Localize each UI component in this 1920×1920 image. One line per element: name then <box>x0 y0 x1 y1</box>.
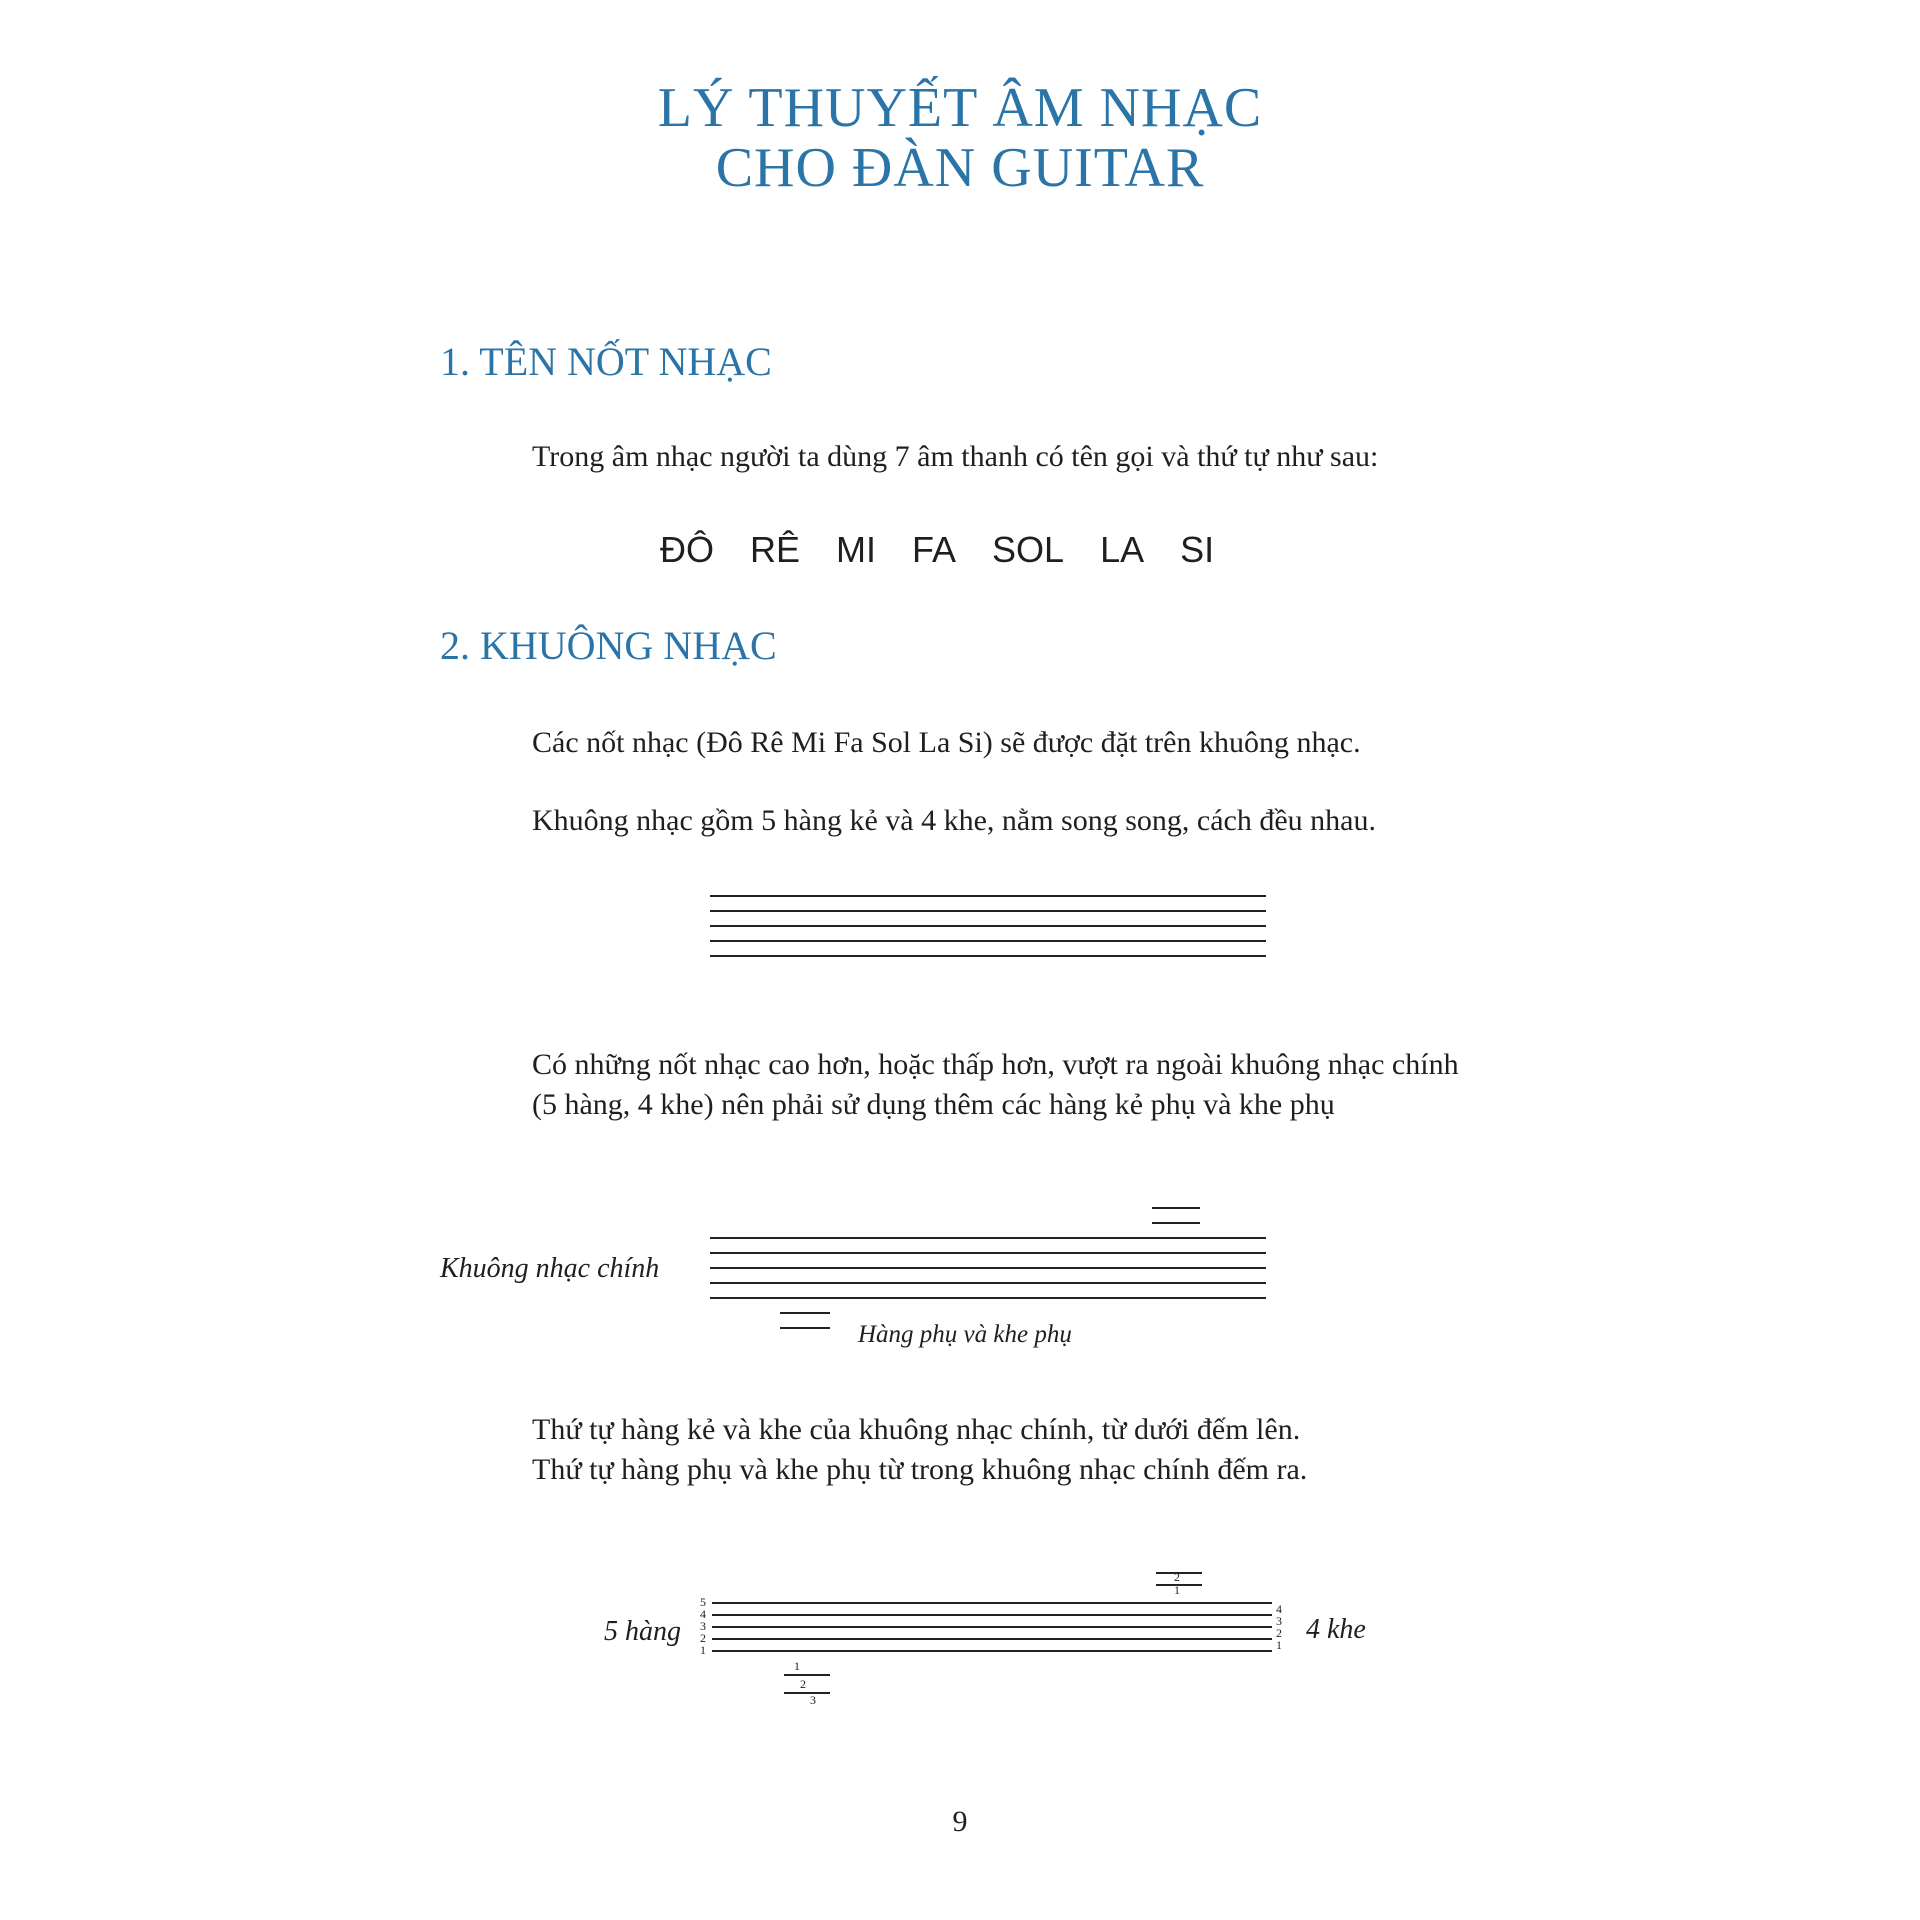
lower-ledger-line <box>784 1674 830 1676</box>
staff-line <box>710 940 1266 942</box>
staff-line <box>712 1626 1272 1628</box>
label-main-staff: Khuông nhạc chính <box>440 1253 660 1284</box>
staff-line <box>710 895 1266 897</box>
page-title-line-2: CHO ĐÀN GUITAR <box>715 137 1205 199</box>
section-2-para-2: Khuông nhạc gồm 5 hàng kẻ và 4 khe, nằm song song, cách đều nhau. <box>532 804 1376 837</box>
space-number: 4 <box>1276 1602 1282 1616</box>
staff-diagram-basic <box>710 895 1266 965</box>
staff-diagram-ledger <box>710 1205 1266 1335</box>
section-2-heading: 2. KHUÔNG NHẠC <box>440 623 777 668</box>
staff-line <box>710 1297 1266 1299</box>
note-fa: FA <box>912 529 957 570</box>
line-number: 3 <box>700 1619 706 1633</box>
note-sol: SOL <box>992 529 1065 570</box>
note-mi: MI <box>836 529 877 570</box>
label-ledger: Hàng phụ và khe phụ <box>858 1321 1072 1348</box>
label-four-spaces: 4 khe <box>1306 1614 1366 1645</box>
staff-line <box>710 910 1266 912</box>
lower-ledger-number: 3 <box>810 1693 816 1707</box>
section-2-para-1: Các nốt nhạc (Đô Rê Mi Fa Sol La Si) sẽ được đặt trên khuông nhạc. <box>532 726 1361 759</box>
staff-line <box>710 1282 1266 1284</box>
page-title-line-1: LÝ THUYẾT ÂM NHẠC <box>657 77 1263 139</box>
staff-line <box>712 1638 1272 1640</box>
upper-ledger-number: 2 <box>1174 1570 1180 1584</box>
staff-diagram-numbered <box>700 1570 1280 1720</box>
note-la: LA <box>1100 529 1145 570</box>
section-2-para-4-line-1: Thứ tự hàng kẻ và khe của khuông nhạc chính, từ dưới đếm lên. <box>532 1413 1301 1446</box>
section-1-heading: 1. TÊN NỐT NHẠC <box>440 339 772 384</box>
line-number: 4 <box>700 1607 706 1621</box>
page-number: 9 <box>952 1805 968 1838</box>
staff-line <box>712 1614 1272 1616</box>
lower-ledger-number: 1 <box>794 1659 800 1673</box>
lower-ledger-line <box>780 1327 830 1329</box>
staff-line <box>710 925 1266 927</box>
space-number: 2 <box>1276 1626 1282 1640</box>
lower-ledger-line <box>780 1312 830 1314</box>
space-number: 1 <box>1276 1638 1282 1652</box>
space-number: 3 <box>1276 1614 1282 1628</box>
staff-line <box>712 1650 1272 1652</box>
lower-ledger-line <box>784 1692 830 1694</box>
upper-ledger-line <box>1152 1222 1200 1224</box>
line-number: 5 <box>700 1595 706 1609</box>
section-2-para-3-line-1: Có những nốt nhạc cao hơn, hoặc thấp hơn, vượt ra ngoài khuông nhạc chính <box>532 1048 1459 1081</box>
upper-ledger-line <box>1152 1207 1200 1209</box>
staff-line <box>710 955 1266 957</box>
staff-line <box>710 1267 1266 1269</box>
upper-ledger-number: 1 <box>1174 1583 1180 1597</box>
note-names <box>660 529 1215 570</box>
line-number: 2 <box>700 1631 706 1645</box>
staff-line <box>710 1252 1266 1254</box>
label-five-lines: 5 hàng <box>604 1616 681 1647</box>
note-si: SI <box>1180 529 1215 570</box>
section-1-intro: Trong âm nhạc người ta dùng 7 âm thanh có tên gọi và thứ tự như sau: <box>532 440 1379 473</box>
note-re: RÊ <box>750 529 801 570</box>
note-do: ĐÔ <box>660 529 714 570</box>
lower-ledger-number: 2 <box>800 1677 806 1691</box>
section-2-para-4-line-2: Thứ tự hàng phụ và khe phụ từ trong khuông nhạc chính đếm ra. <box>532 1453 1308 1486</box>
staff-line <box>712 1602 1272 1604</box>
staff-line <box>710 1237 1266 1239</box>
line-number: 1 <box>700 1643 706 1657</box>
section-2-para-3-line-2: (5 hàng, 4 khe) nên phải sử dụng thêm các hàng kẻ phụ và khe phụ <box>532 1088 1335 1121</box>
